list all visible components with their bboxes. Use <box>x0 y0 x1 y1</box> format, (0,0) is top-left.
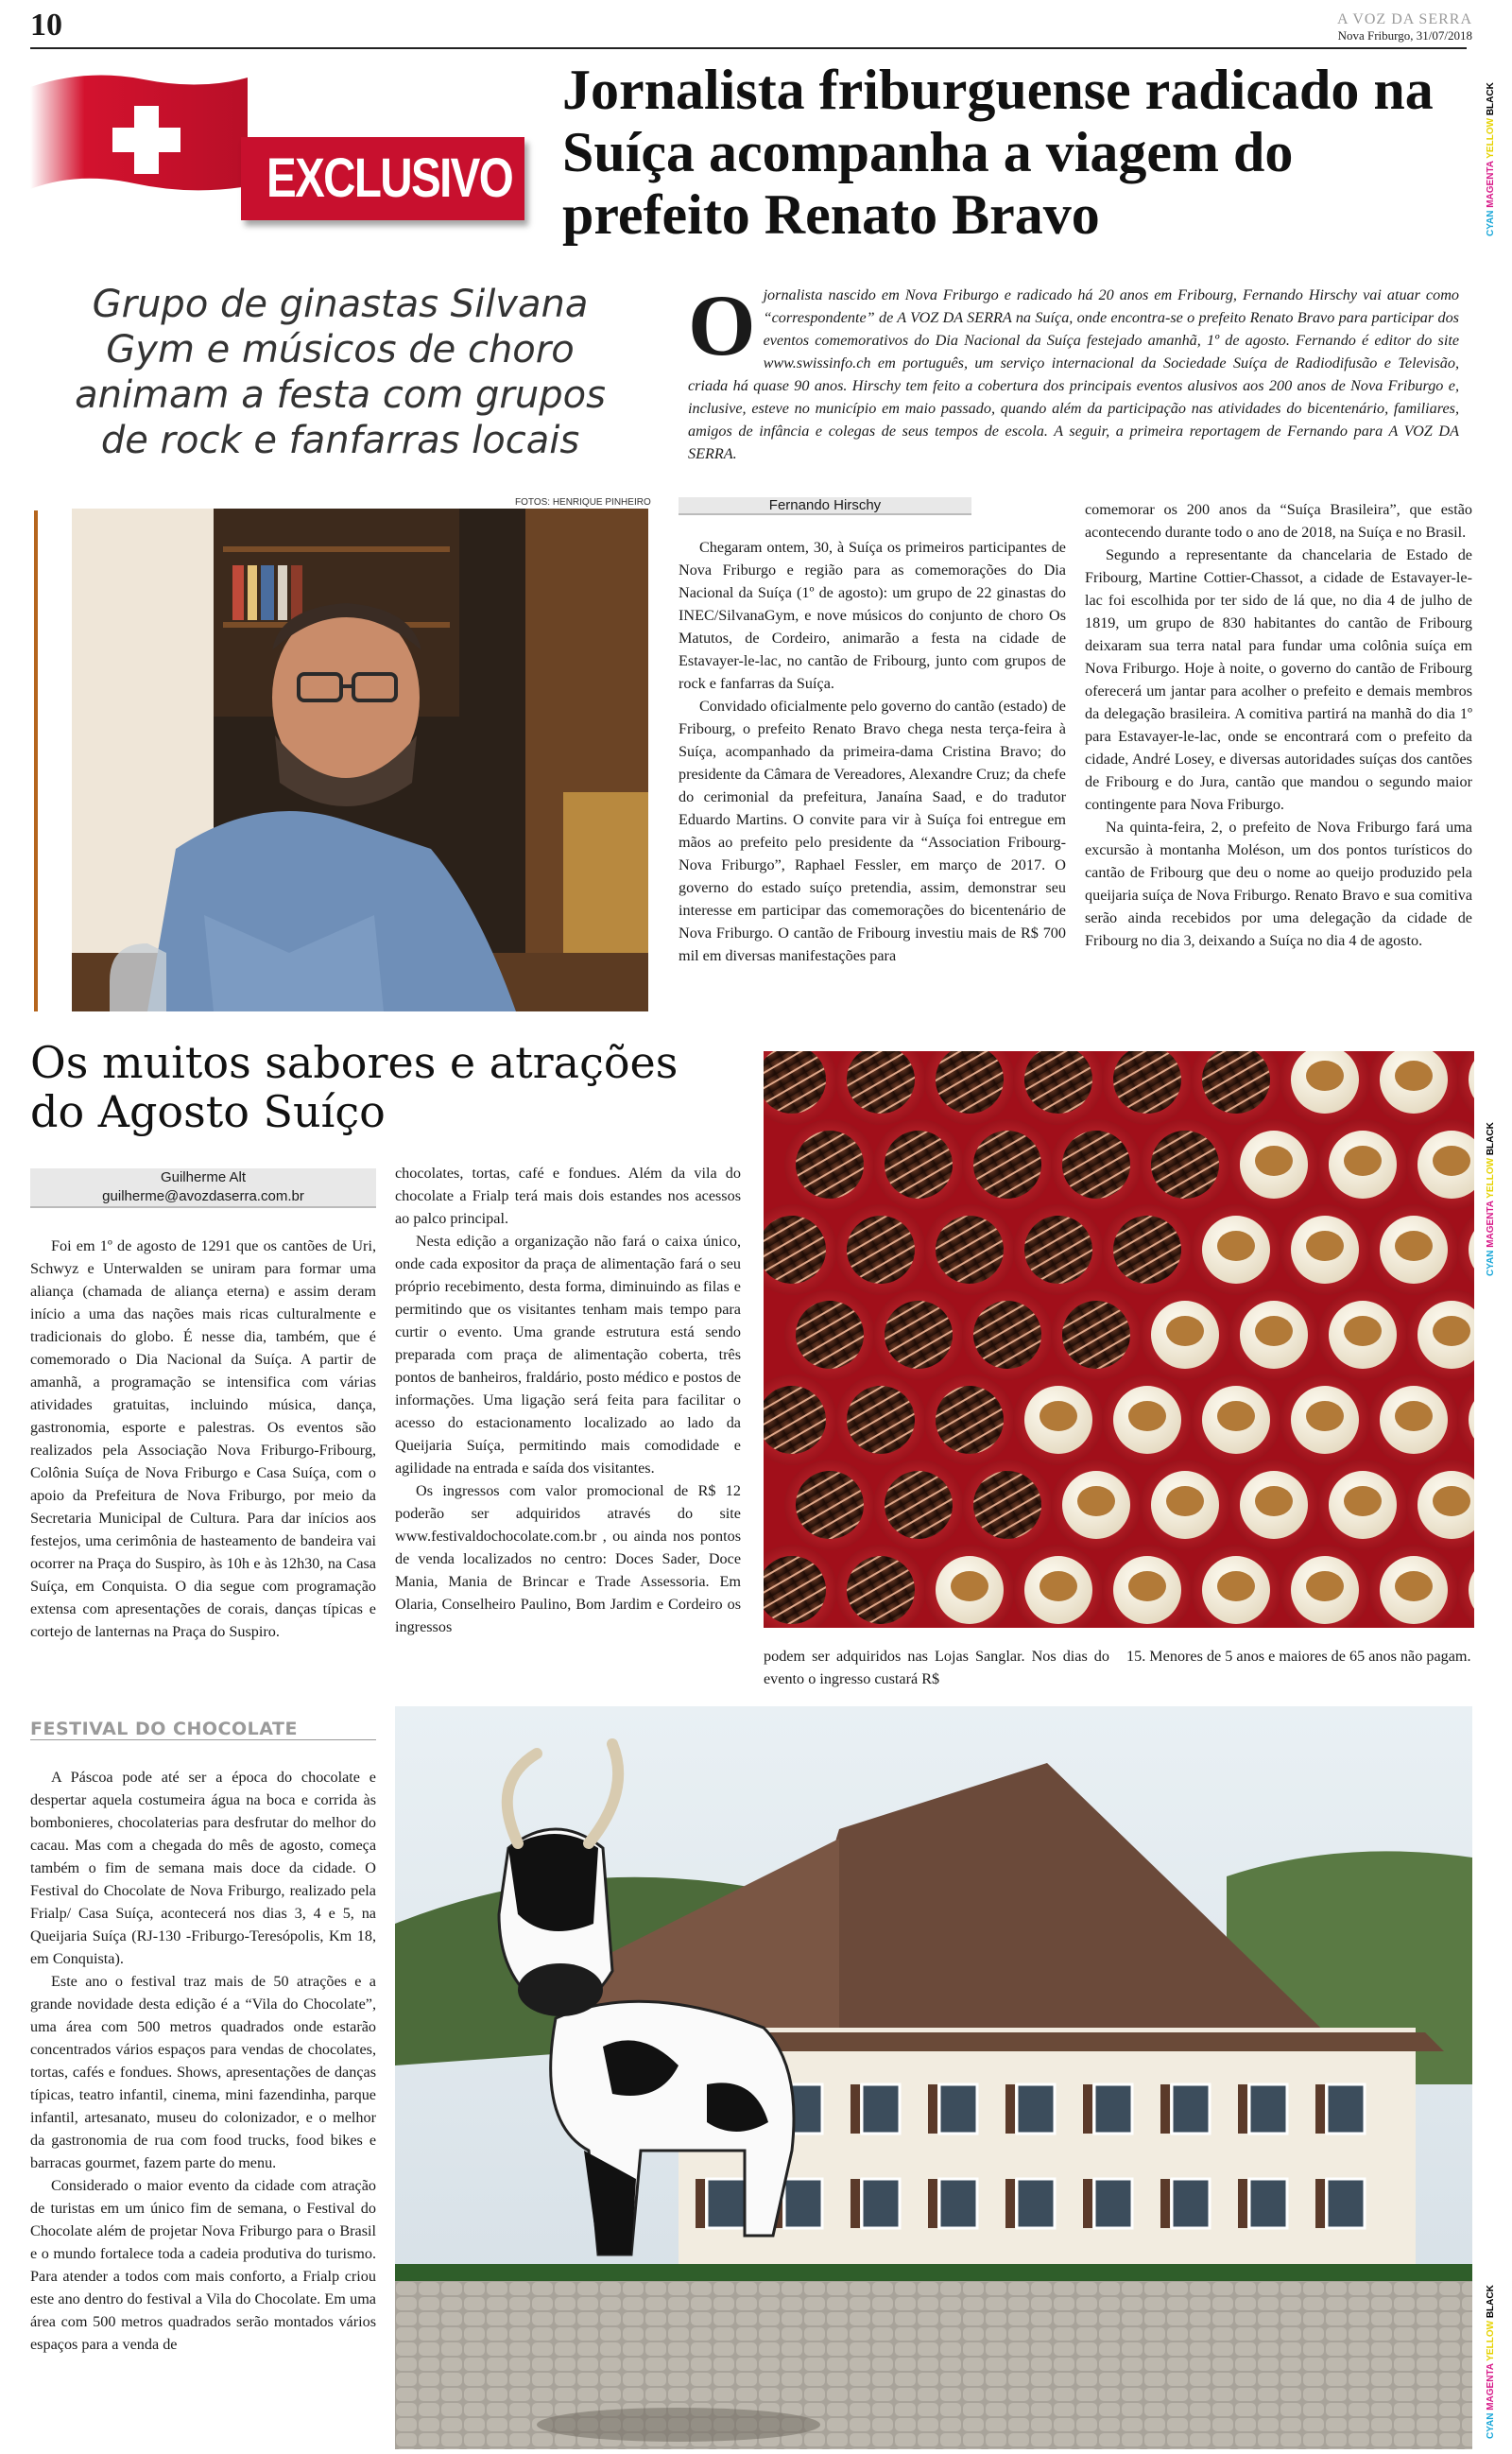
article2-column-2 <box>395 1162 741 1638</box>
accent-bar <box>34 510 38 1011</box>
color-registration-mark-middle: CYAN MAGENTA YELLOW BLACK <box>1486 1122 1496 1276</box>
article2-column-4 <box>1126 1645 1472 1668</box>
portrait-photo <box>72 509 648 1011</box>
page-number: 10 <box>30 8 62 43</box>
color-registration-mark-bottom: CYAN MAGENTA YELLOW BLACK <box>1486 2285 1496 2439</box>
paragraph: chocolates, tortas, café e fondues. Além da vila do chocolate a Frialp terá mais dois estandes nos acessos ao palco principal. <box>395 1165 741 1227</box>
paragraph: Este ano o festival traz mais de 50 atrações e a grande novidade desta edição é a “Vila do Chocolate”, uma área com 500 metros quadrados onde estarão concentrados vários espaços para vendas de chocolates, tortas, cafés e fondues. Shows, apresentações de danças típicas, teatro infantil, cinema, mini fazendinha, parque infantil, artesanato, museu do colonizador, e o melhor da gastronomia de rua com food trucks, food bikes e barracas gourmet, fazem parte do menu. <box>30 1973 376 2171</box>
exclusive-label: EXCLUSIVO <box>266 147 513 209</box>
swiss-flag-icon <box>30 68 248 196</box>
drop-cap: O <box>688 277 756 373</box>
article2-byline <box>30 1168 376 1208</box>
paragraph: 15. Menores de 5 anos e maiores de 65 anos não pagam. <box>1126 1648 1471 1665</box>
article1-column-2 <box>1085 498 1472 952</box>
intro-text: jornalista nascido em Nova Friburgo e radicado há 20 anos em Fribourg, Fernando Hirschy vai atuar como “correspondente” de A VOZ DA SERRA na Suíça, onde encontra-se o prefeito Renato Bravo para participar dos eventos comemorativos do Dia Nacional da Suíça festejado amanhã, 1º de agosto. Fernando é editor do site www.swissinfo.ch em português, um serviço internacional da Sociedade Suíça de Radiodifusão e Televisão, criada há quase 90 anos. Hirschy tem feito a cobertura dos principais eventos alusivos aos 200 anos de Nova Friburgo e, inclusive, esteve no município em maio passado, quando além da participação nas atividades do bicentenário, familiares, amigos de infância e colegas de seus tempos de escola. A seguir, a primeira reportagem de Fernando para A VOZ DA SERRA. <box>688 286 1459 462</box>
article2-column-1 <box>30 1235 376 1643</box>
exclusive-badge <box>241 137 524 220</box>
article2-column-3 <box>764 1645 1109 1690</box>
article1-byline: Fernando Hirschy <box>679 497 971 515</box>
byline-name: Guilherme Alt <box>160 1169 247 1185</box>
article1-column-1 <box>679 536 1066 967</box>
byline-email: guilherme@avozdaserra.com.br <box>102 1188 304 1204</box>
subheadline: Grupo de ginastas Silvana Gym e músicos de choro animam a festa com grupos de rock e fanfarras locais <box>75 283 606 462</box>
paragraph: Foi em 1º de agosto de 1291 que os cantões de Uri, Schwyz e Unterwalden se uniram para formar uma aliança (chamada de aliança eterna) e assim deram início a uma das nações mais ricas culturalmente e tradicionais do globo. É nesse dia, também, que é comemorado o Dia Nacional da Suíça. A partir de amanhã, a programação se intensifica com várias atividades gratuitas, incluindo música, dança, gastronomia, esporte e palestras. Os eventos são realizados pela Associação Nova Friburgo-Fribourg, Colônia Suíça de Nova Friburgo e Casa Suíça, com o apoio da Prefeitura de Nova Friburgo, por meio da Secretaria Municipal de Cultura. Para dar inícios aos festejos, uma cerimônia de hasteamento de bandeira vai ocorrer na Praça do Suspiro, às 10h e às 12h30, na Casa Suíça, em Conquista. O dia segue com programação extensa com apresentações de corais, danças típicas e cortejo de lanternas na Praça do Suspiro. <box>30 1237 376 1640</box>
paragraph: Segundo a representante da chancelaria de Estado de Fribourg, Martine Cottier-Chassot, a cidade de Estavayer-le-lac foi escolhida por ter sido de lá que, no dia 4 de julho de 1819, um grupo de 830 habitantes do cantão de Fribourg deixaram sua terra natal para fundar uma colônia suíça em Nova Friburgo. Hoje à noite, o governo do cantão de Fribourg oferecerá um jantar para acolher o prefeito e demais membros da delegação brasileira. A comitiva partirá na manhã do dia 1º para Estavayer-le-lac, onde se encontrará com o prefeito da cidade, André Losey, e diversas autoridades suíças dos cantões de Fribourg e do Jura, cantão que mandou o segundo maior contingente para Nova Friburgo. <box>1085 546 1472 813</box>
paragraph: Os ingressos com valor promocional de R$ 12 poderão ser adquiridos através do site www.festivaldochocolate.com.br , ou ainda nos pontos de venda localizados no centro: Doces Sader, Doce Mania, Mania de Brincar e Trade Assessoria. Em Olaria, Conselheiro Paulino, Bom Jardim e Cordeiro os ingressos <box>395 1482 741 1635</box>
paragraph: comemorar os 200 anos da “Suíça Brasileira”, que estão acontecendo durante todo o ano de 2018, na Suíça e no Brasil. <box>1085 501 1472 541</box>
header-rule <box>30 47 1467 49</box>
paragraph: Chegaram ontem, 30, à Suíça os primeiros participantes de Nova Friburgo e região para as comemorações do Dia Nacional da Suíça (1º de agosto): um grupo de 22 ginastas do INEC/SilvanaGym, e nove músicos do conjunto de choro Os Matutos, de Cordeiro, animarão a festa na cidade de Estavayer-le-lac, no cantão de Fribourg, junto com grupos de rock e fanfarras da Suíça. <box>679 539 1066 692</box>
masthead <box>1337 11 1472 43</box>
paragraph: Na quinta-feira, 2, o prefeito de Nova Friburgo fará uma excursão à montanha Moléson, um dos pontos turísticos do cantão de Fribourg que deu o nome ao queijo produzido pela queijaria suíça de Nova Friburgo. Renato Bravo e sua comitiva serão ainda recebidos por uma delegação da cidade de Fribourg no dia 3, deixando a Suíça no dia 4 de agosto. <box>1085 819 1472 949</box>
section-title: Os muitos sabores e atrações do Agosto Suíço <box>30 1037 679 1137</box>
photo-credit: FOTOS: HENRIQUE PINHEIRO <box>515 497 651 508</box>
paragraph: A Páscoa pode até ser a época do chocolate e despertar aquela costumeira água na boca e corrida às bombonieres, chocolaterias para desfrutar do melhor do cacau. Mas com a chegada do mês de agosto, começa também o fim de semana mais doce da cidade. O Festival do Chocolate de Nova Friburgo, realizado pela Frialp/ Casa Suíça, acontecerá nos dias 3, 4 e 5, na Queijaria Suíça (RJ-130 -Friburgo-Teresópolis, Km 18, em Conquista). <box>30 1769 376 1967</box>
intro-paragraph <box>688 277 1459 465</box>
article2-column-1b <box>30 1766 376 2356</box>
main-headline: Jornalista friburguense radicado na Suíça acompanha a viagem do prefeito Renato Bravo <box>562 59 1434 246</box>
color-registration-mark-top: CYAN MAGENTA YELLOW BLACK <box>1486 82 1496 236</box>
paragraph: Nesta edição a organização não fará o caixa único, onde cada expositor da praça de alimentação fará o seu próprio recebimento, desta forma, diminuindo as filas e permitindo que os visitantes tenham mais tempo para curtir o evento. Uma grande estrutura está sendo preparada com praça de alimentação coberta, três pontos de banheiros, fraldário, posto médico e postos de informações. Uma ligação será feita para facilitar o acesso do estacionamento localizado ao lado da Queijaria Suíça, permitindo mais comodidade e agilidade na entrada e saída dos visitantes. <box>395 1233 741 1477</box>
cow-statue-photo <box>395 1706 1472 2449</box>
paragraph: podem ser adquiridos nas Lojas Sanglar. Nos dias do evento o ingresso custará R$ <box>764 1648 1109 1687</box>
publication-name: A VOZ DA SERRA <box>1336 11 1472 27</box>
paragraph: Considerado o maior evento da cidade com atração de turistas em um único fim de semana, o Festival do Chocolate além de projetar Nova Friburgo para o Brasil e o mundo fortalece toda a cadeia produtiva do turismo. Para atender a todos com mais conforto, a Frialp criou este ano dentro do festival a Vila do Chocolate. Em uma área com 500 metros quadrados serão montados vários espaços para a venda de <box>30 2177 376 2353</box>
dateline: Nova Friburgo, 31/07/2018 <box>1337 28 1472 43</box>
chocolates-photo <box>764 1051 1474 1628</box>
festival-heading: FESTIVAL DO CHOCOLATE <box>30 1719 376 1740</box>
paragraph: Convidado oficialmente pelo governo do cantão (estado) de Fribourg, o prefeito Renato Bravo chega nesta terça-feira à Suíça, acompanhado da primeira-dama Cristina Bravo; do presidente da Câmara de Vereadores, Alexandre Cruz; da chefe do cerimonial da prefeitura, Janaína Saad, e do tradutor Eduardo Martins. O convite para vir à Suíça foi entregue em mãos ao prefeito pelo presidente da “Association Fribourg-Nova Friburgo”, Raphael Fessler, em março de 2017. O governo do estado suíço pretendia, assim, demonstrar seu interesse em participar das comemorações do bicentenário de Nova Friburgo. O cantão de Fribourg investiu mais de R$ 700 mil em diversas manifestações para <box>679 698 1066 964</box>
